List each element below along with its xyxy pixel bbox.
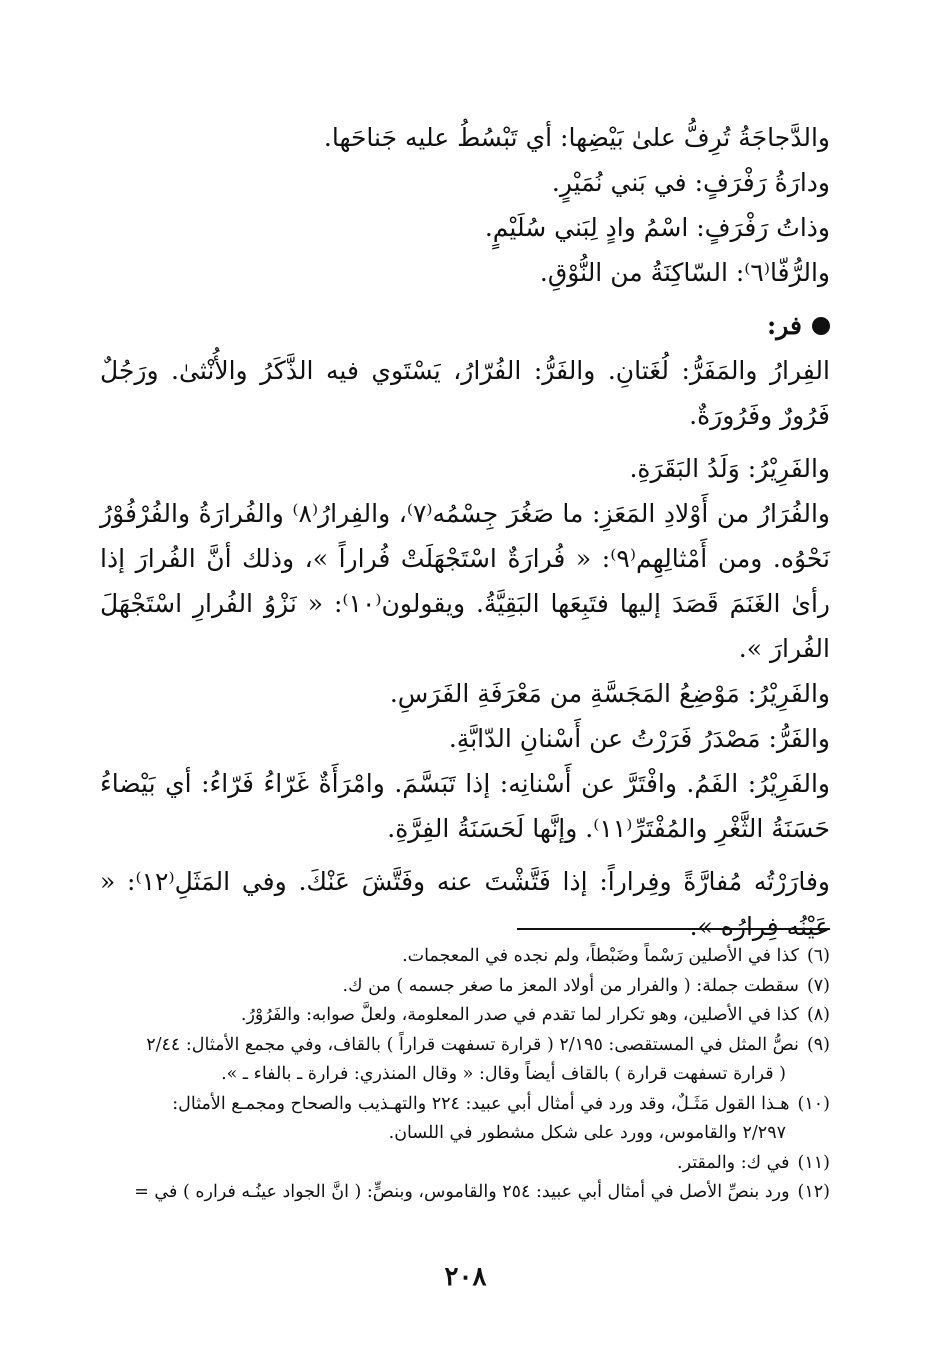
spacer <box>100 295 830 303</box>
footnote-number: (١٢) <box>797 1182 830 1202</box>
footnote-number: (١٠) <box>797 1093 830 1114</box>
page-number: ٢٠٨ <box>444 1262 487 1292</box>
footnote <box>100 1031 830 1061</box>
paragraph: وفارَرْتُه مُفارَّةً وفِراراً: إذا فَتَّشْتَ عنه وفَتَّشَ عَنْكَ. وفي المَثَلِ⁽١٢⁾: « عَيْنُه فِرارُه ». <box>100 867 830 941</box>
main-text <box>100 115 830 949</box>
paragraph: والفَرُّ: مَصْدَرُ فَرَرْتُ عن أَسْنانِ الدّابَّةِ. <box>448 724 830 753</box>
paragraph: ودارَةُ رَفْرَفٍ: في بَني نُمَيْرٍ. <box>551 168 830 197</box>
footnote <box>100 942 830 972</box>
footnote-text: ورد بنصِّ الأصل في أمثال أبي عبيد: ٢٥٤ والقاموس، وبنصٍّ: ( انَّ الجواد عينُـه فراره ) في = <box>134 1182 790 1202</box>
bullet-dot-icon <box>812 317 830 335</box>
entry-heading-label: فر: <box>767 311 802 340</box>
footnote-continuation <box>100 1119 830 1149</box>
footnote-text: هـذا القول مَثَـلٌ، وقد ورد في أمثال أبي عبيد: ٢٢٤ والتهـذيب والصحاح ومجمـع الأمثال: <box>172 1093 790 1114</box>
footnote-divider <box>517 928 830 930</box>
paragraph: الفِرارُ والمَفَرُّ: لُغَتانِ. والفَرُّ: الفُرّارُ، يَسْتَوي فيه الذَّكَرُ والأُنْثىٰ. ورَجُلٌ فَرُورٌ وفَرُورَةٌ. <box>100 356 830 430</box>
entry-heading <box>100 303 830 348</box>
footnote <box>100 1090 830 1120</box>
paragraph: والدَّجاجَةُ تُرِفُّ علىٰ بَيْضِها: أي تَبْسُطُ عليه جَناحَها. <box>323 123 830 152</box>
footnote <box>100 1001 830 1031</box>
footnote <box>100 1178 830 1208</box>
footnote-continuation <box>100 1060 830 1090</box>
footnote-text: في ك: والمقتر. <box>677 1152 790 1173</box>
footnote-text: كذا في الأصلين رَسْماً وضَبْطاً، ولم نجده في المعجمات. <box>402 946 799 966</box>
footnote-number: (٧) <box>806 975 830 996</box>
paragraph: والفُرَارُ من أَوْلادِ المَعَزِ: ما صَغُرَ جِسْمُه⁽٧⁾، والفِرارُ⁽٨⁾ والفُرارَةُ والفُرْفُوْرُ نَحْوُه. ومن أَمْثالِهِم⁽٩⁾: « فُرارَةٌ اسْتَجْهَلَتْ فُراراً »، وذلك أنَّ الفُرارَ إذا رأىٰ الغَنَمَ قَصَدَ إليها فتَبِعَها البَقِيَّةُ. ويقولون⁽١٠⁾: « نَزْوُ الفُرارِ اسْتَجْهَلَ الفُرارَ ». <box>100 499 830 663</box>
footnote-number: (١١) <box>797 1152 830 1173</box>
footnote-text: سقطت جملة: ( والفرار من أولاد المعز ما صغر جسمه ) من ك. <box>342 975 799 996</box>
paragraph: والفَرِيْرُ: مَوْضِعُ المَجَسَّةِ من مَعْرَفَةِ الفَرَسِ. <box>389 679 830 708</box>
footnote-text: ٢/٢٩٧ والقاموس، وورد على شكل مشطور في اللسان. <box>388 1123 786 1143</box>
footnote-text: نصُّ المثل في المستقصى: ٢/١٩٥ ( قرارة تسفهت قراراً ) بالقاف، وفي مجمع الأمثال: ٢/٤٤ <box>146 1034 799 1055</box>
footnote-number: (٨) <box>806 1005 830 1025</box>
footnote-number: (٩) <box>806 1034 830 1055</box>
footnote <box>100 1149 830 1179</box>
spacer <box>100 851 830 859</box>
paragraph: وذاتُ رَفْرَفٍ: اسْمُ وادٍ لِبَني سُلَيْمٍ. <box>484 213 830 242</box>
paragraph: والرُّفّا⁽٦⁾: السّاكِنَةُ من النُّوْقِ. <box>539 258 830 287</box>
paragraph: والفَرِيْرُ: الفَمُ. وافْتَرَّ عن أَسْنانِه: إذا تَبَسَّمَ. وامْرَأَةٌ غَرّاءُ فَرّاءُ: أي بَيْضاءُ حَسَنَةُ الثَّغْرِ والمُفْتَرِّ⁽١١⁾. وإنَّها لَحَسَنَةُ الفِرَّةِ. <box>100 769 830 843</box>
footnote-number: (٦) <box>806 946 830 966</box>
footnotes <box>100 942 830 1208</box>
footnote <box>100 972 830 1002</box>
footnote-text: ( قرارة تسفهت قرارة ) بالقاف أيضاً وقال: « وقال المنذري: فرارة ـ بالفاء ـ ». <box>221 1064 786 1084</box>
spacer <box>100 438 830 446</box>
paragraph: والفَرِيْرُ: وَلَدُ البَقَرَةِ. <box>629 454 830 483</box>
footnote-text: كذا في الأصلين، وهو تكرار لما تقدم في صدر المعلومة، ولعلَّ صوابه: والفَرُوْرُ. <box>240 1005 799 1025</box>
